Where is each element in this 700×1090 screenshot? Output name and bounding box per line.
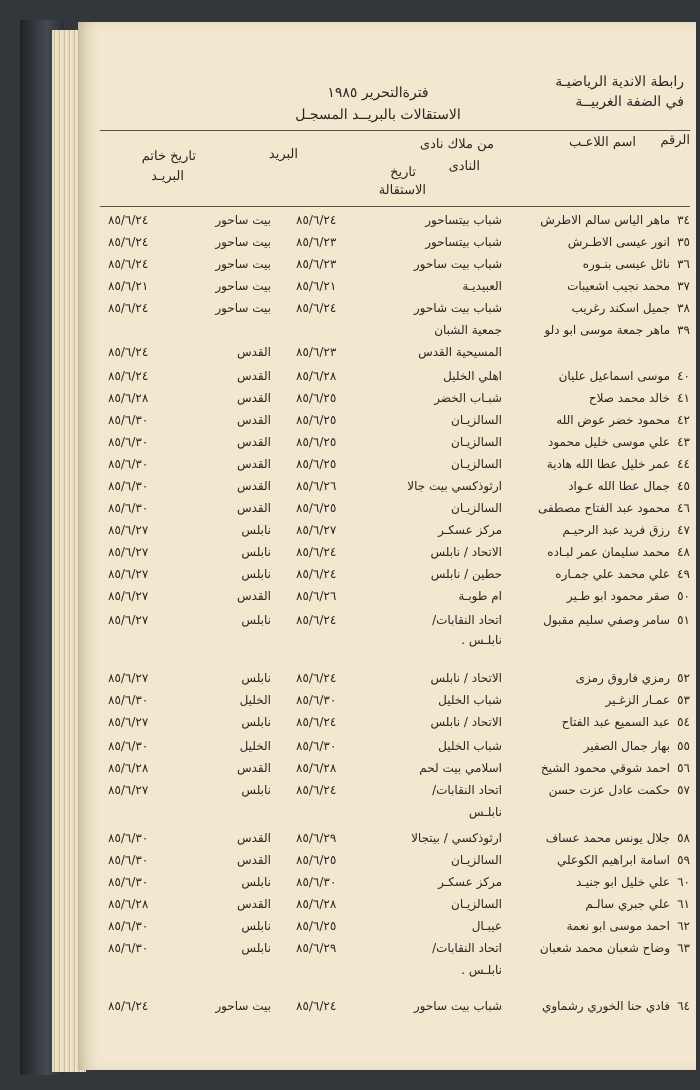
player-name: ماهر جمعة موسى ابو دلو — [544, 323, 670, 337]
post-office: نابلس — [241, 613, 271, 627]
row-number: ٦٣ — [677, 941, 690, 955]
postmark-date: ٨٥/٦/٢٤ — [108, 235, 149, 249]
resignation-date: ٨٥/٦/٢٧ — [296, 523, 337, 537]
club-name: مركز عسكـر — [438, 523, 502, 537]
resignation-date: ٨٥/٦/٢١ — [296, 279, 337, 293]
club-name: الاتحاد / نابلس — [430, 715, 502, 729]
post-office: القدس — [236, 435, 271, 449]
post-office: القدس — [236, 391, 271, 405]
table-row — [78, 368, 696, 390]
club-name: السالزيـان — [451, 435, 502, 449]
row-number: ٥٢ — [677, 671, 690, 685]
club-name: اتحاد النقابات/ — [432, 613, 502, 627]
club-name: العبيديـة — [462, 279, 502, 293]
row-number: ٤٨ — [677, 545, 690, 559]
player-name: علي موسى خليل محمود — [547, 435, 670, 449]
row-number: ٤٠ — [677, 369, 690, 383]
player-name: اسامة ابراهيم الكوعلي — [556, 853, 670, 867]
table-row — [78, 588, 696, 610]
player-name: محمد نجيب اشعيبات — [567, 279, 670, 293]
club-name: شباب بيتساحور — [425, 235, 502, 249]
player-name: نائل عيسى بنـوره — [582, 257, 670, 271]
post-office: القدس — [236, 761, 271, 775]
player-name: عمـار الزغـير — [605, 693, 670, 707]
row-number: ٥٨ — [677, 831, 690, 845]
row-number: ٥٧ — [677, 783, 690, 797]
player-name: عبد السميع عبد الفتاح — [561, 715, 670, 729]
postmark-date: ٨٥/٦/٣٠ — [108, 479, 149, 493]
club-name: اهلي الخليل — [443, 369, 502, 383]
post-office: القدس — [236, 413, 271, 427]
table-row — [78, 940, 696, 962]
row-number: ٥٥ — [677, 739, 690, 753]
row-number: ٤١ — [677, 391, 690, 405]
resignation-date: ٨٥/٦/٢٦ — [296, 479, 337, 493]
player-name: بهار جمال الصفير — [583, 739, 670, 753]
post-office: بيت ساحور — [215, 301, 271, 315]
post-office: نابلس — [241, 875, 271, 889]
row-number: ٥٠ — [677, 589, 690, 603]
col-header-name: اسم اللاعـب — [569, 135, 636, 150]
table-row — [78, 256, 696, 278]
postmark-date: ٨٥/٦/٢٧ — [108, 783, 149, 797]
table-row — [78, 344, 696, 366]
club-name: السالزيـان — [451, 413, 502, 427]
postmark-date: ٨٥/٦/٢٨ — [108, 761, 149, 775]
table-row — [78, 670, 696, 692]
league-line-2: في الضفة الغربيــة — [575, 94, 684, 110]
post-office: بيت ساحور — [215, 999, 271, 1013]
postmark-date: ٨٥/٦/٣٠ — [108, 501, 149, 515]
col-header-stamp-2: البريـد — [151, 169, 184, 184]
table-row — [78, 692, 696, 714]
player-name: جميل اسكند رغريب — [571, 301, 670, 315]
table-row — [78, 852, 696, 874]
resignation-date: ٨٥/٦/٢٥ — [296, 457, 337, 471]
table-row — [78, 322, 696, 344]
player-name: حكمت عادل عزت حسن — [548, 783, 670, 797]
club-name: حطين / نابلس — [430, 567, 502, 581]
club-name: ام طوبـة — [458, 589, 502, 603]
player-name: جمال عطا الله عـواد — [568, 479, 670, 493]
resignation-date: ٨٥/٦/٢٩ — [296, 941, 337, 955]
player-name: علي خليل ابو جنيـد — [575, 875, 670, 889]
postmark-date: ٨٥/٦/٢٨ — [108, 897, 149, 911]
player-name: جلال يونس محمد عساف — [545, 831, 670, 845]
row-number: ٣٦ — [677, 257, 690, 271]
postmark-date: ٨٥/٦/٣٠ — [108, 853, 149, 867]
table-row — [78, 300, 696, 322]
col-header-date-2: الاستقالة — [378, 183, 426, 198]
resignation-date: ٨٥/٦/٢٤ — [296, 213, 337, 227]
player-name: علي محمد علي جمـاره — [555, 567, 670, 581]
postmark-date: ٨٥/٦/٢٤ — [108, 213, 149, 227]
row-number: ٥٩ — [677, 853, 690, 867]
club-name: السالزيـان — [451, 853, 502, 867]
period-line: فترةالتحرير ١٩٨٥ — [327, 85, 429, 101]
row-number: ٤٢ — [677, 413, 690, 427]
subtitle-line: الاستقالات بالبريــد المسجـل — [295, 107, 461, 123]
resignation-date: ٨٥/٦/٣٠ — [296, 739, 337, 753]
resignation-date: ٨٥/٦/٢٤ — [296, 671, 337, 685]
row-number: ٥٣ — [677, 693, 690, 707]
club-name: نابلـس . — [461, 633, 502, 647]
postmark-date: ٨٥/٦/٢٤ — [108, 345, 149, 359]
player-name: احمد شوقي محمود الشيخ — [540, 761, 670, 775]
post-office: نابلس — [241, 567, 271, 581]
player-name: محمود عبد الفتاح مصطفى — [537, 501, 670, 515]
col-header-club-2: النادى — [448, 159, 480, 174]
resignation-date: ٨٥/٦/٢٨ — [296, 761, 337, 775]
table-row — [78, 962, 696, 984]
col-header-post: البريد — [268, 147, 298, 162]
club-name: شبـاب الخضر — [434, 391, 502, 405]
player-name: انور عيسى الاطـرش — [567, 235, 670, 249]
club-name: السالزيـان — [451, 457, 502, 471]
post-office: القدس — [236, 369, 271, 383]
club-name: السالزيـان — [451, 501, 502, 515]
postmark-date: ٨٥/٦/٢٧ — [108, 545, 149, 559]
postmark-date: ٨٥/٦/٣٠ — [108, 435, 149, 449]
resignation-date: ٨٥/٦/٢٥ — [296, 435, 337, 449]
col-header-date-1: تاريخ — [390, 165, 416, 180]
resignation-date: ٨٥/٦/٣٠ — [296, 875, 337, 889]
player-name: رمزي فاروق رمزى — [575, 671, 670, 685]
table-row — [78, 434, 696, 456]
resignation-date: ٨٥/٦/٢٣ — [296, 235, 337, 249]
row-number: ٤٦ — [677, 501, 690, 515]
resignation-date: ٨٥/٦/٣٠ — [296, 693, 337, 707]
resignation-date: ٨٥/٦/٢٨ — [296, 369, 337, 383]
resignations-table — [78, 22, 696, 1070]
table-row — [78, 612, 696, 634]
table-row — [78, 998, 696, 1020]
row-number: ٦١ — [677, 897, 690, 911]
resignation-date: ٨٥/٦/٢٣ — [296, 345, 337, 359]
row-number: ٣٨ — [677, 301, 690, 315]
club-name: ارثوذكسي / بيتجالا — [411, 831, 502, 845]
resignation-date: ٨٥/٦/٢٣ — [296, 257, 337, 271]
table-row — [78, 874, 696, 896]
resignation-date: ٨٥/٦/٢٤ — [296, 567, 337, 581]
table-row — [78, 566, 696, 588]
table-row — [78, 412, 696, 434]
table-row — [78, 278, 696, 300]
row-number: ٣٥ — [677, 235, 690, 249]
post-office: نابلس — [241, 715, 271, 729]
postmark-date: ٨٥/٦/٣٠ — [108, 919, 149, 933]
resignation-date: ٨٥/٦/٢٦ — [296, 589, 337, 603]
post-office: نابلس — [241, 783, 271, 797]
resignation-date: ٨٥/٦/٢٥ — [296, 391, 337, 405]
club-name: اسلامي بيت لحم — [419, 761, 502, 775]
club-name: شباب بيت ساحور — [413, 257, 502, 271]
club-name: نابلـس — [468, 805, 502, 819]
postmark-date: ٨٥/٦/٢٧ — [108, 523, 149, 537]
postmark-date: ٨٥/٦/٢٤ — [108, 301, 149, 315]
player-name: عمر خليل عطا الله هادية — [546, 457, 670, 471]
postmark-date: ٨٥/٦/٢٧ — [108, 567, 149, 581]
col-header-num: الرقم — [660, 133, 690, 148]
table-row — [78, 390, 696, 412]
resignation-date: ٨٥/٦/٢٤ — [296, 613, 337, 627]
player-name: خالد محمد صلاح — [588, 391, 670, 405]
club-name: نابلـس . — [461, 963, 502, 977]
table-row — [78, 500, 696, 522]
resignation-date: ٨٥/٦/٢٩ — [296, 831, 337, 845]
post-office: بيت ساحور — [215, 235, 271, 249]
postmark-date: ٨٥/٦/٢٧ — [108, 671, 149, 685]
club-name: المسيحية القدس — [418, 345, 502, 359]
table-row — [78, 234, 696, 256]
postmark-date: ٨٥/٦/٢٧ — [108, 589, 149, 603]
resignation-date: ٨٥/٦/٢٤ — [296, 999, 337, 1013]
row-number: ٦٠ — [677, 875, 690, 889]
table-row — [78, 478, 696, 500]
player-name: محمود خضر عوض الله — [556, 413, 670, 427]
resignation-date: ٨٥/٦/٢٥ — [296, 919, 337, 933]
row-number: ٣٤ — [677, 213, 690, 227]
table-row — [78, 896, 696, 918]
row-number: ٣٩ — [677, 323, 690, 337]
player-name: رزق فريد عبد الرحيـم — [562, 523, 670, 537]
table-row — [78, 804, 696, 826]
postmark-date: ٨٥/٦/٢٤ — [108, 999, 149, 1013]
club-name: شباب بيتساحور — [425, 213, 502, 227]
post-office: القدس — [236, 345, 271, 359]
table-row — [78, 212, 696, 234]
postmark-date: ٨٥/٦/٢٤ — [108, 257, 149, 271]
club-name: شباب الخليل — [438, 693, 502, 707]
club-name: شباب بيت ساحور — [413, 999, 502, 1013]
postmark-date: ٨٥/٦/٣٠ — [108, 875, 149, 889]
club-name: السالزيـان — [451, 897, 502, 911]
post-office: بيت ساحور — [215, 257, 271, 271]
post-office: الخليل — [239, 693, 271, 707]
player-name: علي جبري سالـم — [585, 897, 670, 911]
resignation-date: ٨٥/٦/٢٤ — [296, 545, 337, 559]
player-name: سامر وصفي سليم مقبول — [543, 613, 670, 627]
postmark-date: ٨٥/٦/٣٠ — [108, 693, 149, 707]
club-name: شباب الخليل — [438, 739, 502, 753]
postmark-date: ٨٥/٦/٢٧ — [108, 613, 149, 627]
col-header-club-1: من ملاك نادى — [419, 137, 494, 152]
player-name: فادي حنا الخوري رشماوي — [541, 999, 670, 1013]
row-number: ٤٥ — [677, 479, 690, 493]
table-row — [78, 456, 696, 478]
row-number: ٥١ — [677, 613, 690, 627]
resignation-date: ٨٥/٦/٢٥ — [296, 413, 337, 427]
club-name: مركز عسكـر — [438, 875, 502, 889]
row-number: ٣٧ — [677, 279, 690, 293]
post-office: القدس — [236, 897, 271, 911]
row-number: ٥٦ — [677, 761, 690, 775]
row-number: ٤٧ — [677, 523, 690, 537]
row-number: ٤٣ — [677, 435, 690, 449]
club-name: اتحاد النقابات/ — [432, 941, 502, 955]
col-header-stamp-1: تاريخ خاتم — [141, 149, 196, 164]
postmark-date: ٨٥/٦/٣٠ — [108, 831, 149, 845]
club-name: الاتحاد / نابلس — [430, 671, 502, 685]
table-row — [78, 714, 696, 736]
postmark-date: ٨٥/٦/٢٤ — [108, 369, 149, 383]
club-name: عيبـال — [471, 919, 502, 933]
league-line-1: رابطة الاندية الرياضيـة — [555, 74, 684, 90]
postmark-date: ٨٥/٦/٣٠ — [108, 739, 149, 753]
resignation-date: ٨٥/٦/٢٤ — [296, 715, 337, 729]
post-office: بيت ساحور — [215, 279, 271, 293]
club-name: الاتحاد / نابلس — [430, 545, 502, 559]
club-name: ارثوذكسي بيت جالا — [407, 479, 502, 493]
table-row — [78, 918, 696, 940]
player-name: احمد موسى ابو نعمة — [566, 919, 670, 933]
post-office: القدس — [236, 831, 271, 845]
player-name: موسى اسماعيل عليان — [558, 369, 670, 383]
post-office: نابلس — [241, 941, 271, 955]
row-number: ٥٤ — [677, 715, 690, 729]
post-office: نابلس — [241, 545, 271, 559]
table-row — [78, 544, 696, 566]
table-row — [78, 522, 696, 544]
table-row — [78, 738, 696, 760]
postmark-date: ٨٥/٦/٢١ — [108, 279, 149, 293]
player-name: صقر محمود ابو طـير — [566, 589, 670, 603]
club-name: اتحاد النقابات/ — [432, 783, 502, 797]
post-office: القدس — [236, 853, 271, 867]
player-name: محمد سليمان عمر لبـاده — [547, 545, 670, 559]
resignation-date: ٨٥/٦/٢٤ — [296, 783, 337, 797]
post-office: نابلس — [241, 671, 271, 685]
row-number: ٤٩ — [677, 567, 690, 581]
resignation-date: ٨٥/٦/٢٨ — [296, 897, 337, 911]
row-number: ٤٤ — [677, 457, 690, 471]
club-name: شباب بيت شاحور — [413, 301, 502, 315]
table-row — [78, 760, 696, 782]
postmark-date: ٨٥/٦/٢٧ — [108, 715, 149, 729]
post-office: القدس — [236, 501, 271, 515]
post-office: نابلس — [241, 523, 271, 537]
document-page — [78, 22, 696, 1070]
post-office: القدس — [236, 479, 271, 493]
table-row — [78, 632, 696, 654]
postmark-date: ٨٥/٦/٢٨ — [108, 391, 149, 405]
row-number: ٦٤ — [677, 999, 690, 1013]
row-number: ٦٢ — [677, 919, 690, 933]
postmark-date: ٨٥/٦/٣٠ — [108, 941, 149, 955]
player-name: ماهر الياس سالم الاطرش — [540, 213, 670, 227]
table-row — [78, 782, 696, 804]
post-office: القدس — [236, 457, 271, 471]
post-office: الخليل — [239, 739, 271, 753]
postmark-date: ٨٥/٦/٣٠ — [108, 413, 149, 427]
postmark-date: ٨٥/٦/٣٠ — [108, 457, 149, 471]
table-row — [78, 830, 696, 852]
resignation-date: ٨٥/٦/٢٤ — [296, 301, 337, 315]
player-name: وضاح شعبان محمد شعبان — [539, 941, 670, 955]
post-office: بيت ساحور — [215, 213, 271, 227]
club-name: جمعية الشبان — [434, 323, 502, 337]
post-office: نابلس — [241, 919, 271, 933]
post-office: القدس — [236, 589, 271, 603]
resignation-date: ٨٥/٦/٢٥ — [296, 501, 337, 515]
resignation-date: ٨٥/٦/٢٥ — [296, 853, 337, 867]
